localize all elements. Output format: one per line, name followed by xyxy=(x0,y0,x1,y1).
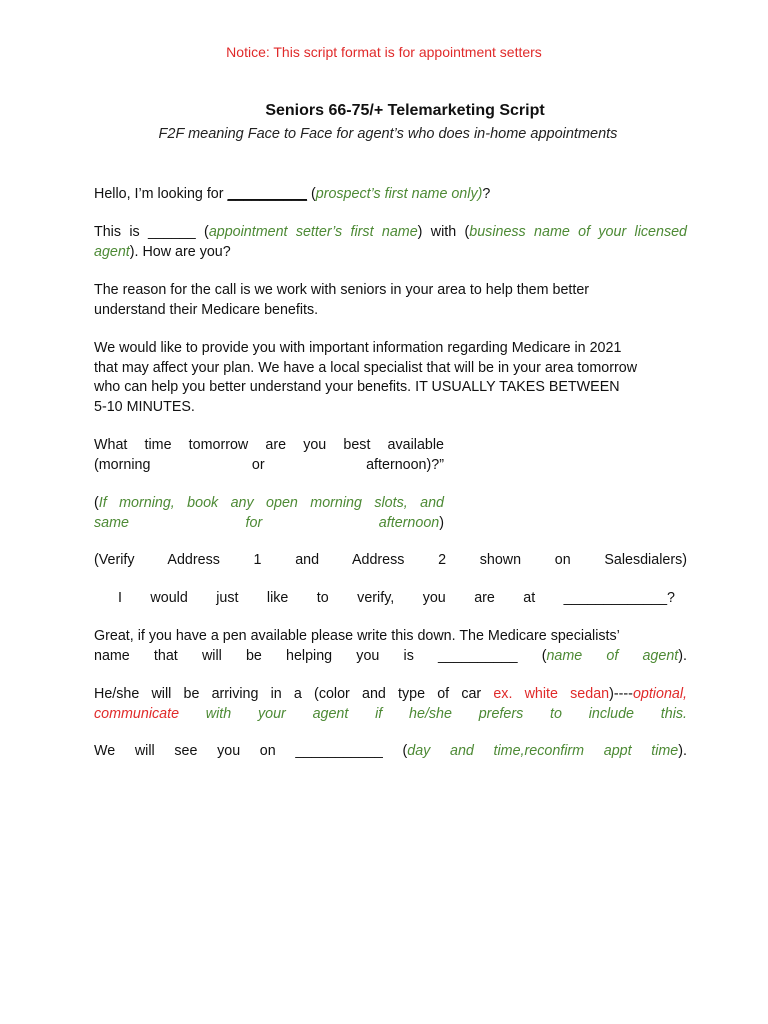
specialist-text: name that will be helping you is __________ ( xyxy=(94,647,547,664)
arrival-text: He/she will be arriving in a (color and type of car xyxy=(94,686,494,702)
agent-preference-hint: with your agent if he/she prefers to include this. xyxy=(179,705,687,722)
intro-text-c: ). How are you? xyxy=(129,243,231,260)
time-question-paragraph xyxy=(94,436,444,475)
arrival-dashes: )---- xyxy=(609,686,633,702)
car-example: ex. white sedan xyxy=(493,686,610,702)
business-name-hint-cont: agent xyxy=(94,243,130,260)
booking-instruction-line-1: If morning, book any open morning slots, and xyxy=(98,495,444,511)
time-question-line-2: (morning or afternoon)?” xyxy=(94,456,444,473)
notice-text: Notice: This script format is for appointment setters xyxy=(226,44,542,60)
business-name-hint: business name of your licensed xyxy=(469,224,687,240)
info-line-4: 5-10 MINUTES. xyxy=(94,398,195,415)
info-line-2: that may affect your plan. We have a local specialist that will be in your area tomorrow xyxy=(94,359,638,376)
script-subtitle: F2F meaning Face to Face for agent’s who does in-home appointments xyxy=(158,126,618,142)
specialist-paragraph xyxy=(94,627,687,666)
script-title: Seniors 66-75/+ Telemarketing Script xyxy=(265,102,545,119)
prospect-name-blank: __________ xyxy=(227,186,308,202)
info-line-3: who can help you better understand your benefits. IT USUALLY TAKES BETWEEN xyxy=(94,379,620,395)
info-line-1: We would like to provide you with important information regarding Medicare in 2021 xyxy=(94,340,622,356)
reason-line-2: understand their Medicare benefits. xyxy=(94,301,319,318)
greeting-paren: ( xyxy=(307,186,316,202)
reason-line-1: The reason for the call is we work with seniors in your area to help them better xyxy=(94,282,590,298)
introduction-paragraph xyxy=(94,223,687,262)
confirmation-paragraph xyxy=(94,742,687,762)
confirmation-text: We will see you on ___________ ( xyxy=(94,743,408,759)
greeting-text: Hello, I’m looking for xyxy=(94,186,228,202)
communicate-label: communicate xyxy=(94,705,180,722)
specialist-line-1: Great, if you have a pen available please write this down. The Medicare specialists’ xyxy=(94,628,620,644)
optional-label: optional, xyxy=(632,686,687,702)
verify-address-line: I would just like to verify, you are at _____________? xyxy=(118,590,675,606)
confirmation-paren-close: ). xyxy=(678,743,687,759)
greeting-question-mark: ? xyxy=(482,186,491,202)
intro-text-a: This is ______ ( xyxy=(94,224,209,240)
booking-paren-close: ) xyxy=(439,514,444,531)
booking-instruction-line-2: same for afternoon xyxy=(94,514,440,531)
booking-paren-open: ( xyxy=(94,495,99,511)
day-time-hint: day and time,reconfirm appt time xyxy=(407,743,679,759)
time-question-line-1: What time tomorrow are you best available xyxy=(94,437,444,453)
reason-paragraph xyxy=(94,281,687,320)
specialist-paren-close: ). xyxy=(678,647,687,664)
booking-instruction-paragraph xyxy=(94,494,444,533)
prospect-name-hint: prospect’s first name only) xyxy=(315,186,483,202)
verify-address-instruction: (Verify Address 1 and Address 2 shown on Salesdialers) xyxy=(94,552,687,568)
agent-name-hint: name of agent xyxy=(546,647,679,664)
arrival-paragraph xyxy=(94,685,687,724)
information-paragraph xyxy=(94,339,687,417)
greeting-paragraph xyxy=(94,185,687,205)
intro-text-b: ) with ( xyxy=(417,224,470,240)
setter-name-hint: appointment setter’s first name xyxy=(208,224,418,240)
